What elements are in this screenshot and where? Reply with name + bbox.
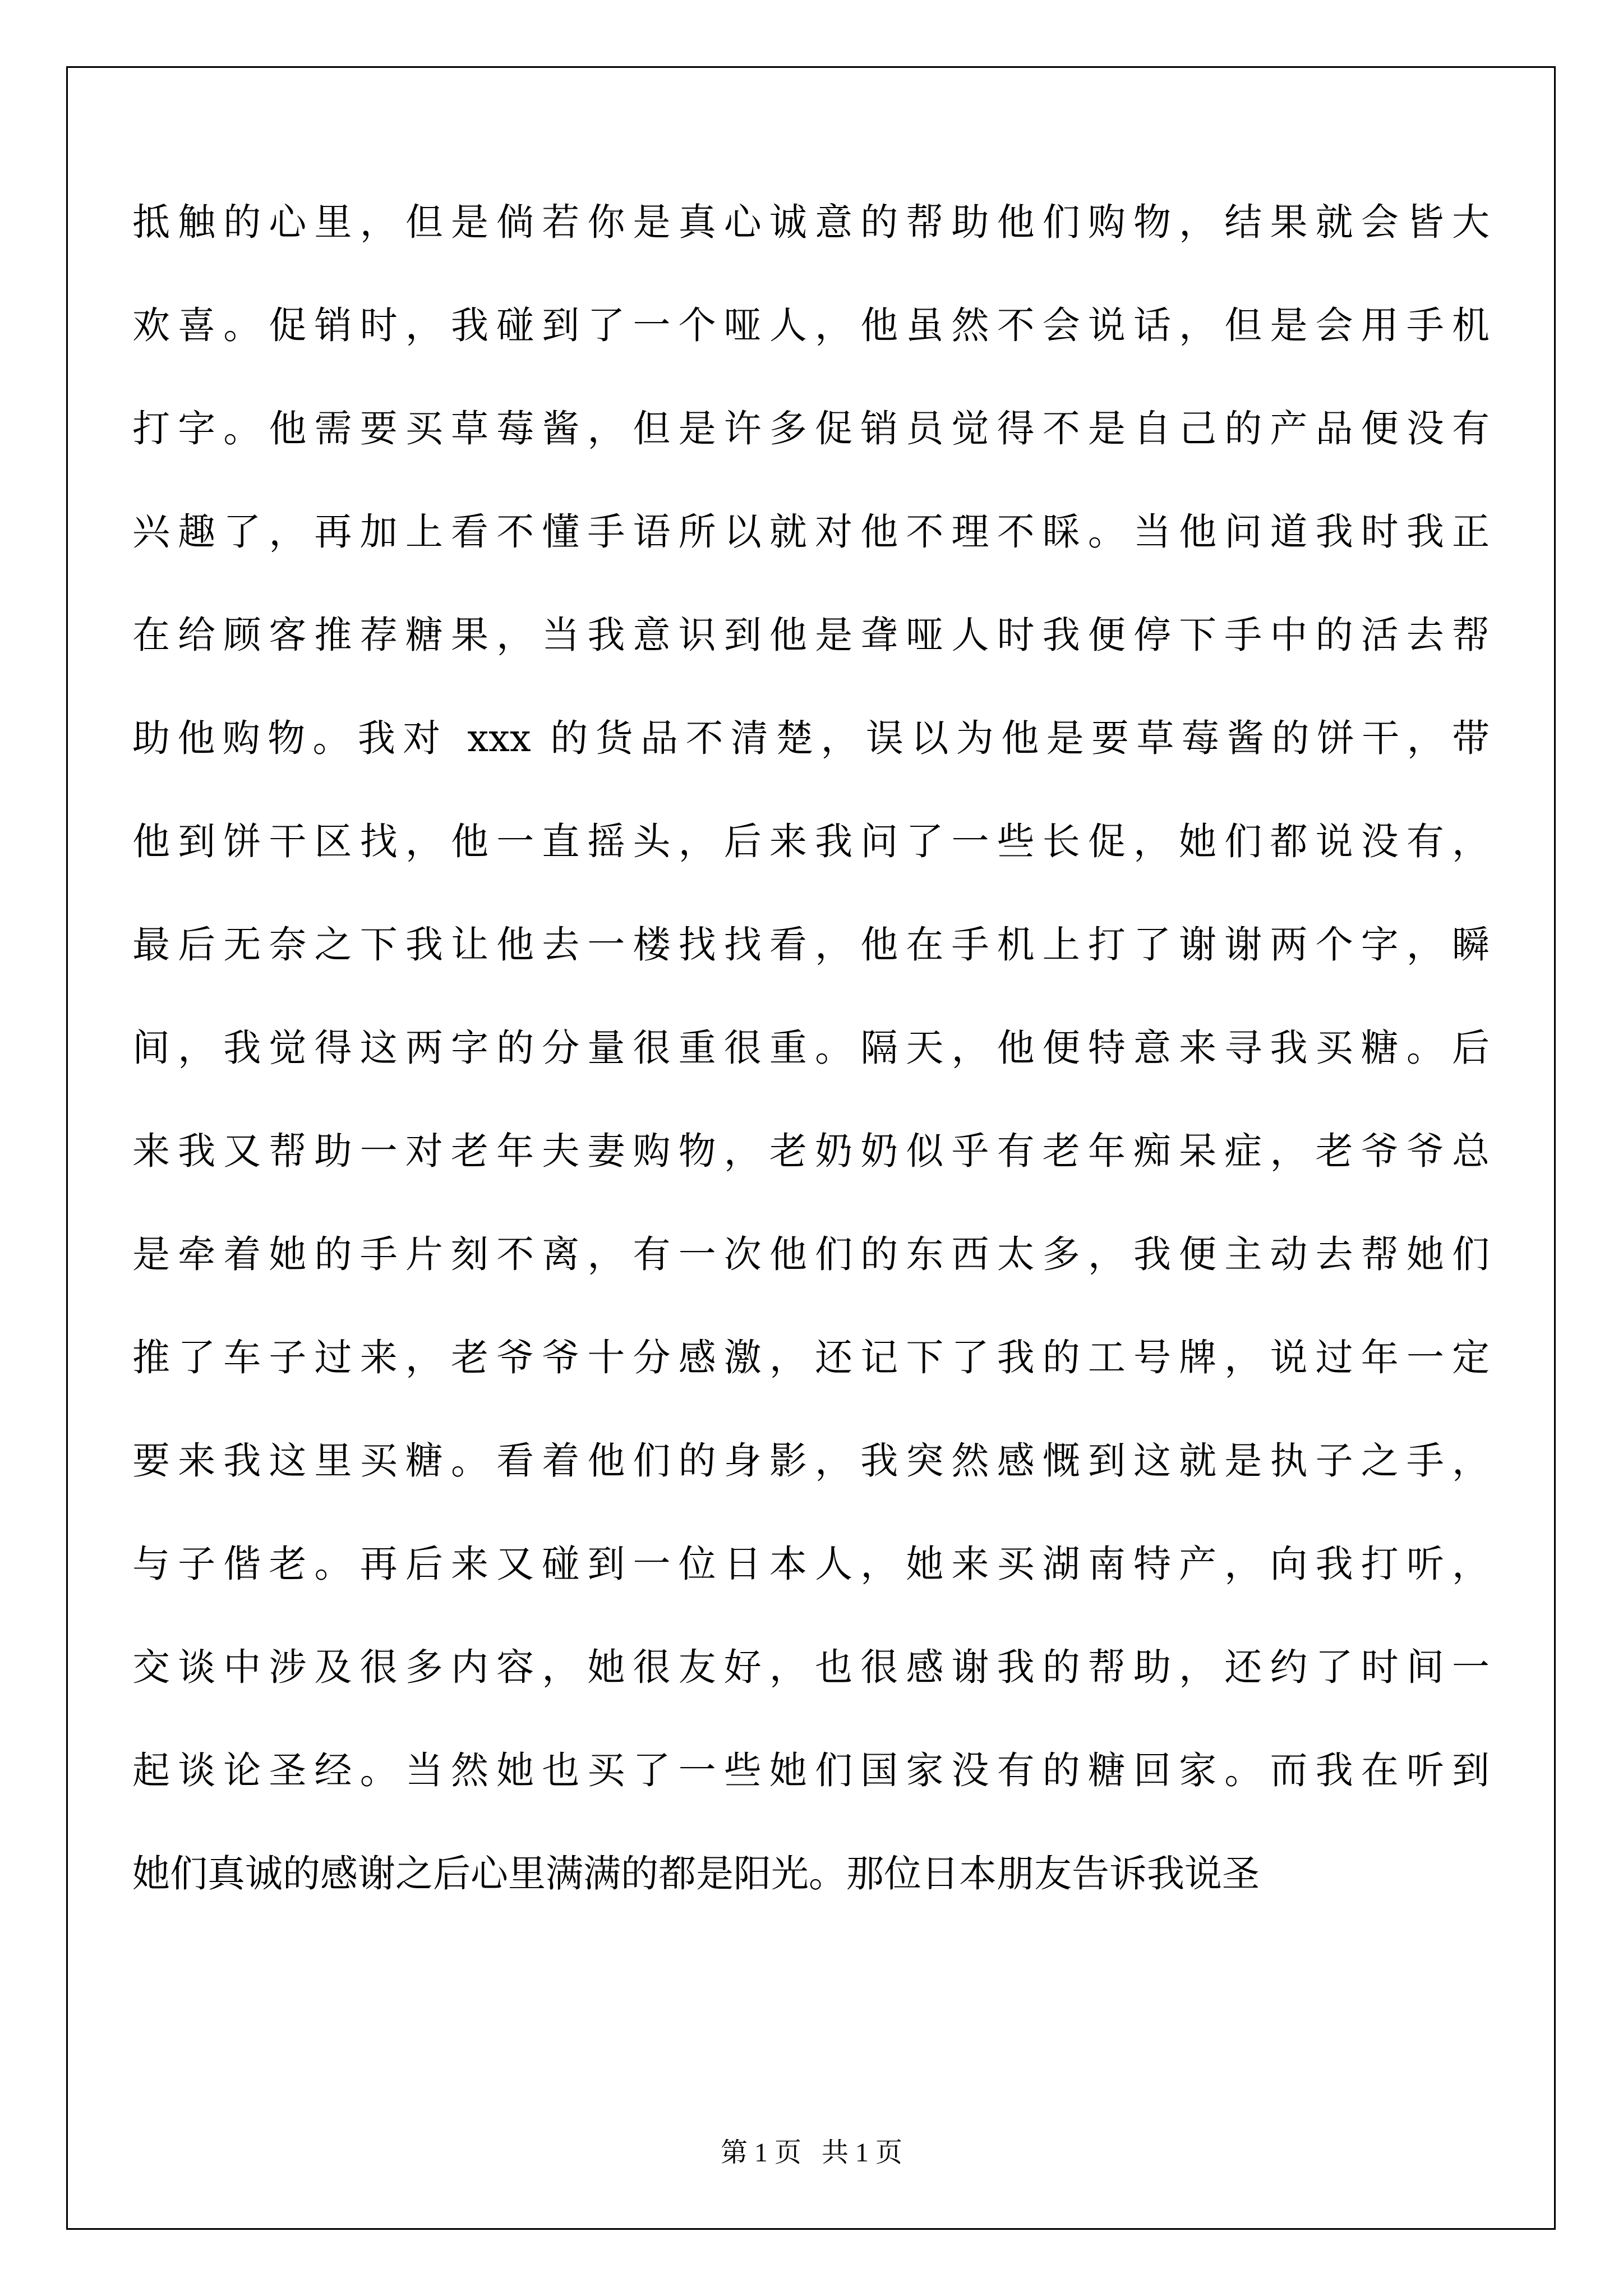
text-line: 交谈中涉及很多内容，她很友好，也很感谢我的帮助，还约了时间一: [132, 1645, 1490, 1689]
text-line: 她们真诚的感谢之后心里满满的都是阳光。那位日本朋友告诉我说圣: [132, 1852, 1260, 1895]
text-line: 要来我这里买糖。看着他们的身影，我突然感慨到这就是执子之手，: [132, 1439, 1490, 1483]
text-line: 最后无奈之下我让他去一楼找找看，他在手机上打了谢谢两个字，瞬: [132, 923, 1490, 967]
text-line: 他到饼干区找，他一直摇头，后来我问了一些长促，她们都说没有，: [132, 820, 1490, 863]
text-line: 在给顾客推荐糖果，当我意识到他是聋哑人时我便停下手中的活去帮: [132, 613, 1490, 657]
text-line: 起谈论圣经。当然她也买了一些她们国家没有的糖回家。而我在听到: [132, 1749, 1490, 1792]
text-line: 间，我觉得这两字的分量很重很重。隔天，他便特意来寻我买糖。后: [132, 1026, 1490, 1070]
text-line: 打字。他需要买草莓酱，但是许多促销员觉得不是自己的产品便没有: [132, 407, 1490, 450]
text-line: 欢喜。促销时，我碰到了一个哑人，他虽然不会说话，但是会用手机: [132, 303, 1490, 347]
text-line: 抵触的心里，但是倘若你是真心诚意的帮助他们购物，结果就会皆大: [132, 200, 1490, 244]
text-line: 是牵着她的手片刻不离，有一次他们的东西太多，我便主动去帮她们: [132, 1232, 1490, 1276]
document-body: [132, 171, 1490, 1925]
text-line: 兴趣了，再加上看不懂手语所以就对他不理不睬。当他问道我时我正: [132, 510, 1490, 554]
text-line: 助他购物。我对 xxx 的货品不清楚，误以为他是要草莓酱的饼干，带: [132, 716, 1490, 760]
text-line: 推了车子过来，老爷爷十分感激，还记下了我的工号牌，说过年一定: [132, 1336, 1490, 1379]
text-line: 来我又帮助一对老年夫妻购物，老奶奶似乎有老年痴呆症，老爷爷总: [132, 1129, 1490, 1173]
text-line: 与子偕老。再后来又碰到一位日本人，她来买湖南特产，向我打听，: [132, 1542, 1490, 1586]
page-number-footer: 第 1 页 共 1 页: [720, 2138, 902, 2168]
